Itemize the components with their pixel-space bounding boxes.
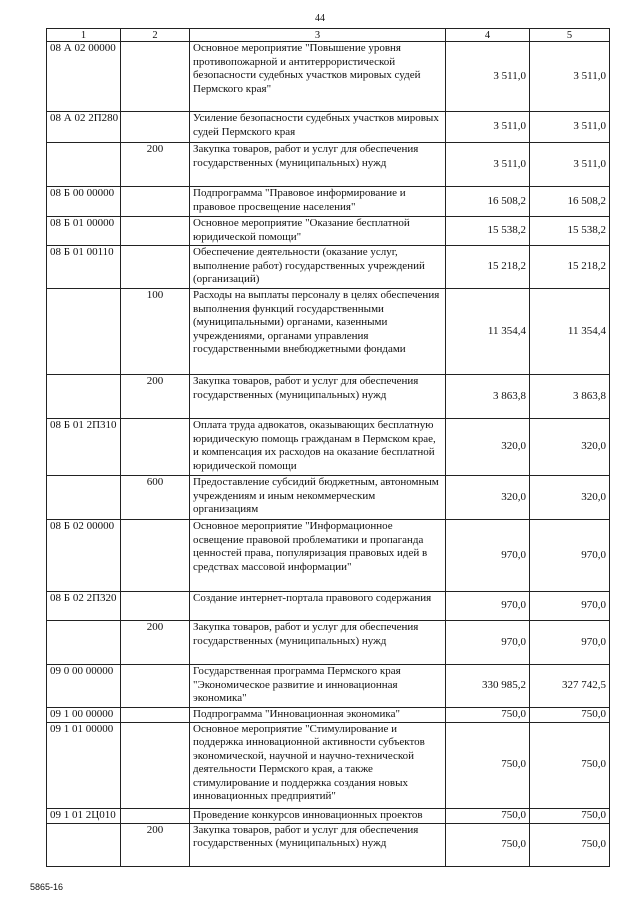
row-name: Подпрограмма "Правовое информирование и правовое просвещение населения" [190,187,446,217]
row-expense-type [121,187,190,217]
row-value-2016: 15 538,2 [446,217,530,246]
row-code: 08 Б 01 00110 [47,246,121,289]
table-row [47,187,610,217]
row-value-2017: 750,0 [530,823,610,866]
row-value-2017: 320,0 [530,476,610,520]
row-name: Оплата труда адвокатов, оказывающих бесплатную юридическую помощь гражданам в Пермском крае, и компенсация их расходов на оказание бесплатной юридической помощи [190,419,446,476]
table-row [47,592,610,621]
header-col-1: 1 [47,29,121,42]
row-value-2017: 970,0 [530,592,610,621]
row-value-2017: 750,0 [530,808,610,823]
row-name: Основное мероприятие "Оказание бесплатной юридической помощи" [190,217,446,246]
header-col-3: 3 [190,29,446,42]
row-value-2017: 3 511,0 [530,42,610,112]
row-expense-type [121,112,190,143]
document-footer-code: 5865-16 [30,882,64,892]
table-row [47,823,610,866]
row-name: Проведение конкурсов инновационных проектов [190,808,446,823]
row-name: Обеспечение деятельности (оказание услуг, выполнение работ) государственных учреждений (организаций) [190,246,446,289]
row-value-2016: 3 511,0 [446,42,530,112]
row-value-2016: 330 985,2 [446,665,530,708]
row-value-2016: 3 511,0 [446,112,530,143]
row-code: 08 Б 01 2П310 [47,419,121,476]
row-expense-type [121,708,190,723]
row-value-2016: 750,0 [446,808,530,823]
table-row [47,621,610,665]
row-code: 08 Б 00 00000 [47,187,121,217]
row-expense-type [121,217,190,246]
row-value-2016: 970,0 [446,592,530,621]
row-value-2016: 320,0 [446,476,530,520]
row-code [47,621,121,665]
table-row [47,476,610,520]
row-name: Расходы на выплаты персоналу в целях обеспечения выполнения функций государственными (муниципальными) органами, казенными учреждениями, органами управления государственными внебюджетными фондами [190,289,446,375]
row-name: Основное мероприятие "Повышение уровня противопожарной и антитеррористической безопасности судебных участков мировых судей Пермского края" [190,42,446,112]
row-value-2017: 750,0 [530,722,610,808]
row-code: 09 1 00 00000 [47,708,121,723]
row-expense-type [121,419,190,476]
row-expense-type: 600 [121,476,190,520]
row-value-2017: 327 742,5 [530,665,610,708]
row-code: 09 1 01 00000 [47,722,121,808]
row-name: Основное мероприятие "Информационное освещение правовой проблематики и пропаганда ценностей права, популяризация правовых идей в средствах массовой информации" [190,520,446,592]
row-name: Создание интернет-портала правового содержания [190,592,446,621]
row-value-2017: 750,0 [530,708,610,723]
row-code: 08 Б 02 2П320 [47,592,121,621]
row-expense-type: 200 [121,375,190,419]
row-code [47,289,121,375]
row-value-2016: 970,0 [446,520,530,592]
row-code: 08 Б 01 00000 [47,217,121,246]
row-value-2016: 3 511,0 [446,143,530,187]
table-row [47,419,610,476]
table-row [47,722,610,808]
table-row [47,246,610,289]
row-value-2016: 3 863,8 [446,375,530,419]
row-value-2017: 16 508,2 [530,187,610,217]
row-expense-type: 200 [121,823,190,866]
row-value-2016: 15 218,2 [446,246,530,289]
row-code: 09 1 01 2Ц010 [47,808,121,823]
table-row [47,808,610,823]
row-value-2017: 15 218,2 [530,246,610,289]
row-value-2017: 3 863,8 [530,375,610,419]
row-name: Усиление безопасности судебных участков мировых судей Пермского края [190,112,446,143]
table-row [47,665,610,708]
row-value-2016: 16 508,2 [446,187,530,217]
row-code: 09 0 00 00000 [47,665,121,708]
row-expense-type [121,592,190,621]
row-value-2017: 970,0 [530,520,610,592]
row-name: Закупка товаров, работ и услуг для обеспечения государственных (муниципальных) нужд [190,621,446,665]
page-number: 44 [315,13,325,24]
table-row [47,42,610,112]
row-name: Государственная программа Пермского края "Экономическое развитие и инновационная экономика" [190,665,446,708]
row-code [47,476,121,520]
row-code [47,143,121,187]
row-name: Закупка товаров, работ и услуг для обеспечения государственных (муниципальных) нужд [190,375,446,419]
row-code [47,823,121,866]
table-row [47,375,610,419]
row-name: Закупка товаров, работ и услуг для обеспечения государственных (муниципальных) нужд [190,823,446,866]
row-value-2017: 320,0 [530,419,610,476]
table-row [47,112,610,143]
header-col-2: 2 [121,29,190,42]
row-name: Предоставление субсидий бюджетным, автономным учреждениям и иным некоммерческим организациям [190,476,446,520]
row-value-2016: 750,0 [446,823,530,866]
row-expense-type [121,42,190,112]
row-value-2016: 750,0 [446,722,530,808]
row-value-2016: 320,0 [446,419,530,476]
row-code: 08 А 02 00000 [47,42,121,112]
header-col-5: 5 [530,29,610,42]
row-name: Основное мероприятие "Стимулирование и поддержка инновационной активности субъектов экономической, научной и научно-технической деятельности Пермского края, а также стимулирование и поддержка создания новых инновационных предприятий" [190,722,446,808]
row-value-2017: 3 511,0 [530,112,610,143]
row-expense-type [121,665,190,708]
row-value-2017: 11 354,4 [530,289,610,375]
row-expense-type: 200 [121,143,190,187]
row-expense-type [121,722,190,808]
row-code: 08 А 02 2П280 [47,112,121,143]
row-expense-type: 200 [121,621,190,665]
row-expense-type [121,520,190,592]
row-value-2016: 750,0 [446,708,530,723]
row-code [47,375,121,419]
row-value-2016: 11 354,4 [446,289,530,375]
row-value-2017: 970,0 [530,621,610,665]
row-value-2017: 15 538,2 [530,217,610,246]
row-expense-type [121,246,190,289]
table-row [47,708,610,723]
row-expense-type: 100 [121,289,190,375]
row-value-2017: 3 511,0 [530,143,610,187]
budget-table [46,28,610,867]
table-row [47,217,610,246]
table-row [47,520,610,592]
table-row [47,289,610,375]
header-col-4: 4 [446,29,530,42]
table-row [47,143,610,187]
header-row [47,29,610,42]
row-value-2016: 970,0 [446,621,530,665]
row-name: Закупка товаров, работ и услуг для обеспечения государственных (муниципальных) нужд [190,143,446,187]
row-name: Подпрограмма "Инновационная экономика" [190,708,446,723]
row-code: 08 Б 02 00000 [47,520,121,592]
row-expense-type [121,808,190,823]
